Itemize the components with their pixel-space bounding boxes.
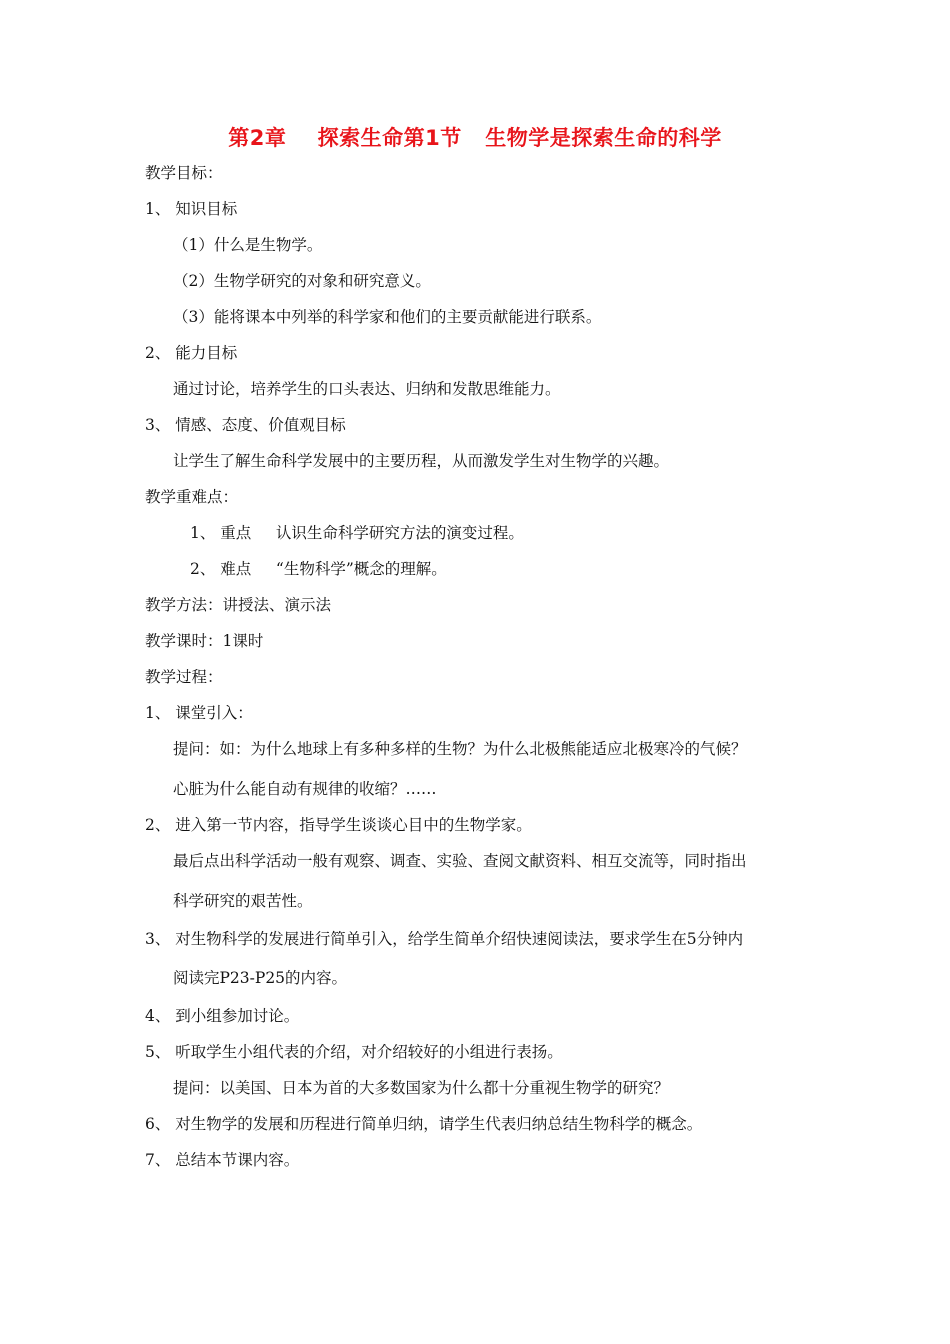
process-step: 4、 到小组参加讨论。 <box>145 1007 300 1025</box>
ability-goals-heading: 2、 能力目标 <box>145 344 238 362</box>
difficult-point-item: 2、 难点 “生物科学”概念的理解。 <box>190 560 447 578</box>
attitude-goal-text: 让学生了解生命科学发展中的主要历程，从而激发学生对生物学的兴趣。 <box>173 452 670 470</box>
document-title: 第2章 探索生命第1节 生物学是探索生命的科学 <box>228 126 722 150</box>
process-step-detail: 心脏为什么能自动有规律的收缩？…… <box>173 780 437 798</box>
process-step-detail: 科学研究的艰苦性。 <box>173 892 313 910</box>
process-step-detail: 阅读完P23-P25的内容。 <box>173 969 348 987</box>
process-step: 6、 对生物学的发展和历程进行简单归纳，请学生代表归纳总结生物科学的概念。 <box>145 1115 703 1133</box>
teaching-method: 教学方法：讲授法、演示法 <box>145 596 332 614</box>
process-step: 2、 进入第一节内容，指导学生谈谈心目中的生物学家。 <box>145 816 532 834</box>
teaching-process-heading: 教学过程： <box>145 668 223 686</box>
process-step: 5、 听取学生小组代表的介绍，对介绍较好的小组进行表扬。 <box>145 1043 563 1061</box>
key-points-heading: 教学重难点： <box>145 488 239 506</box>
knowledge-goal-item: （1）什么是生物学。 <box>173 236 323 254</box>
process-step: 7、 总结本节课内容。 <box>145 1151 300 1169</box>
process-step: 1、 课堂引入： <box>145 704 253 722</box>
process-step-detail: 最后点出科学活动一般有观察、调查、实验、查阅文献资料、相互交流等，同时指出 <box>173 852 747 870</box>
process-step-detail: 提问：如：为什么地球上有多种多样的生物？为什么北极熊能适应北极寒冷的气候？ <box>173 740 747 758</box>
key-point-item: 1、 重点 认识生命科学研究方法的演变过程。 <box>190 524 524 542</box>
process-step-detail: 提问：以美国、日本为首的大多数国家为什么都十分重视生物学的研究？ <box>173 1079 670 1097</box>
knowledge-goal-item: （2）生物学研究的对象和研究意义。 <box>173 272 431 290</box>
teaching-goals-heading: 教学目标： <box>145 164 223 182</box>
knowledge-goals-heading: 1、 知识目标 <box>145 200 238 218</box>
knowledge-goal-item: （3）能将课本中列举的科学家和他们的主要贡献能进行联系。 <box>173 308 602 326</box>
attitude-goals-heading: 3、 情感、态度、价值观目标 <box>145 416 346 434</box>
class-hours: 教学课时：1课时 <box>145 632 264 650</box>
ability-goal-text: 通过讨论，培养学生的口头表达、归纳和发散思维能力。 <box>173 380 561 398</box>
process-step: 3、 对生物科学的发展进行简单引入，给学生简单介绍快速阅读法，要求学生在5分钟内 <box>145 930 744 948</box>
